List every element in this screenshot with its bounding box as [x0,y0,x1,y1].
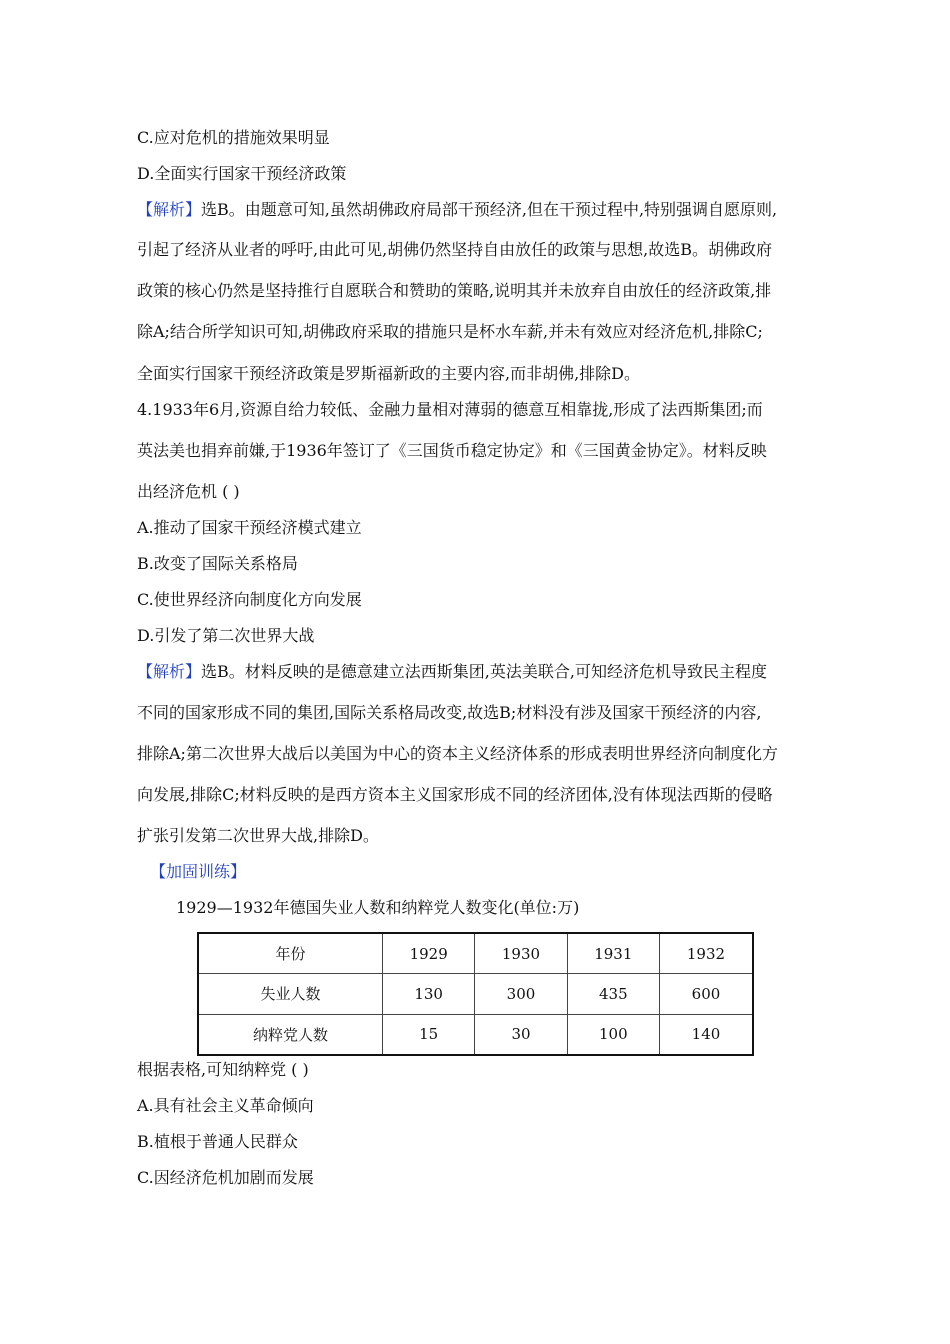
analysis-paragraph [137,200,777,220]
table-cell: 1931 [567,933,659,974]
analysis-line: 引起了经济从业者的呼吁,由此可见,胡佛仍然坚持自由放任的政策与思想,故选B。胡佛政府 [137,240,773,259]
analysis-line: 扩张引发第二次世界大战,排除D。 [137,826,379,845]
analysis-line: 除A;结合所学知识可知,胡佛政府采取的措施只是杯水车薪,并未有效应对经济危机,排除C; [137,322,763,341]
analysis-line: 政策的核心仍然是坚持推行自愿联合和赞助的策略,说明其并未放弃自由放任的经济政策,排 [137,281,772,300]
question-stem: 英法美也捐弃前嫌,于1936年签订了《三国货币稳定协定》和《三国黄金协定》。材料反映 [137,441,767,460]
table-cell: 600 [659,974,753,1014]
table-cell: 435 [567,974,659,1014]
question-stem: 根据表格,可知纳粹党 ( ) [137,1060,309,1079]
table-title: 1929—1932年德国失业人数和纳粹党人数变化(单位:万) [176,898,580,917]
question-stem: 4.1933年6月,资源自给力较低、金融力量相对薄弱的德意互相靠拢,形成了法西斯集团;而 [137,400,763,419]
option-d: D.全面实行国家干预经济政策 [137,164,347,183]
table-cell: 失业人数 [198,974,383,1014]
analysis-paragraph [137,662,767,682]
reinforce-tag: 【加固训练】 [150,862,247,881]
table-cell: 1929 [383,933,475,974]
option-b: B.植根于普通人民群众 [137,1132,298,1151]
option-c: C.应对危机的措施效果明显 [137,128,330,147]
option-c: C.使世界经济向制度化方向发展 [137,590,362,609]
table-cell: 30 [475,1014,567,1055]
analysis-line: 向发展,排除C;材料反映的是西方资本主义国家形成不同的经济团体,没有体现法西斯的侵略 [137,785,773,804]
analysis-line: 全面实行国家干预经济政策是罗斯福新政的主要内容,而非胡佛,排除D。 [137,364,641,383]
option-a: A.推动了国家干预经济模式建立 [137,518,362,537]
option-b: B.改变了国际关系格局 [137,554,298,573]
table-cell: 140 [659,1014,753,1055]
analysis-line: 选B。由题意可知,虽然胡佛政府局部干预经济,但在干预过程中,特别强调自愿原则, [201,200,778,219]
data-table [197,932,754,1056]
analysis-tag: 【解析】 [137,662,202,681]
table-row [198,974,753,1014]
table-cell: 100 [567,1014,659,1055]
table-cell: 1932 [659,933,753,974]
table-cell: 年份 [198,933,383,974]
option-a: A.具有社会主义革命倾向 [137,1096,314,1115]
table-cell: 1930 [475,933,567,974]
table-cell: 300 [475,974,567,1014]
analysis-tag: 【解析】 [137,200,202,219]
analysis-line: 排除A;第二次世界大战后以美国为中心的资本主义经济体系的形成表明世界经济向制度化方 [137,744,778,763]
analysis-line: 不同的国家形成不同的集团,国际关系格局改变,故选B;材料没有涉及国家干预经济的内容, [137,703,762,722]
table-cell: 130 [383,974,475,1014]
table-cell: 15 [383,1014,475,1055]
table-row [198,1014,753,1055]
table-header-row [198,933,753,974]
analysis-line: 选B。材料反映的是德意建立法西斯集团,英法美联合,可知经济危机导致民主程度 [201,662,767,681]
table-cell: 纳粹党人数 [198,1014,383,1055]
question-stem: 出经济危机 ( ) [137,482,240,501]
option-c: C.因经济危机加剧而发展 [137,1168,314,1187]
option-d: D.引发了第二次世界大战 [137,626,315,645]
